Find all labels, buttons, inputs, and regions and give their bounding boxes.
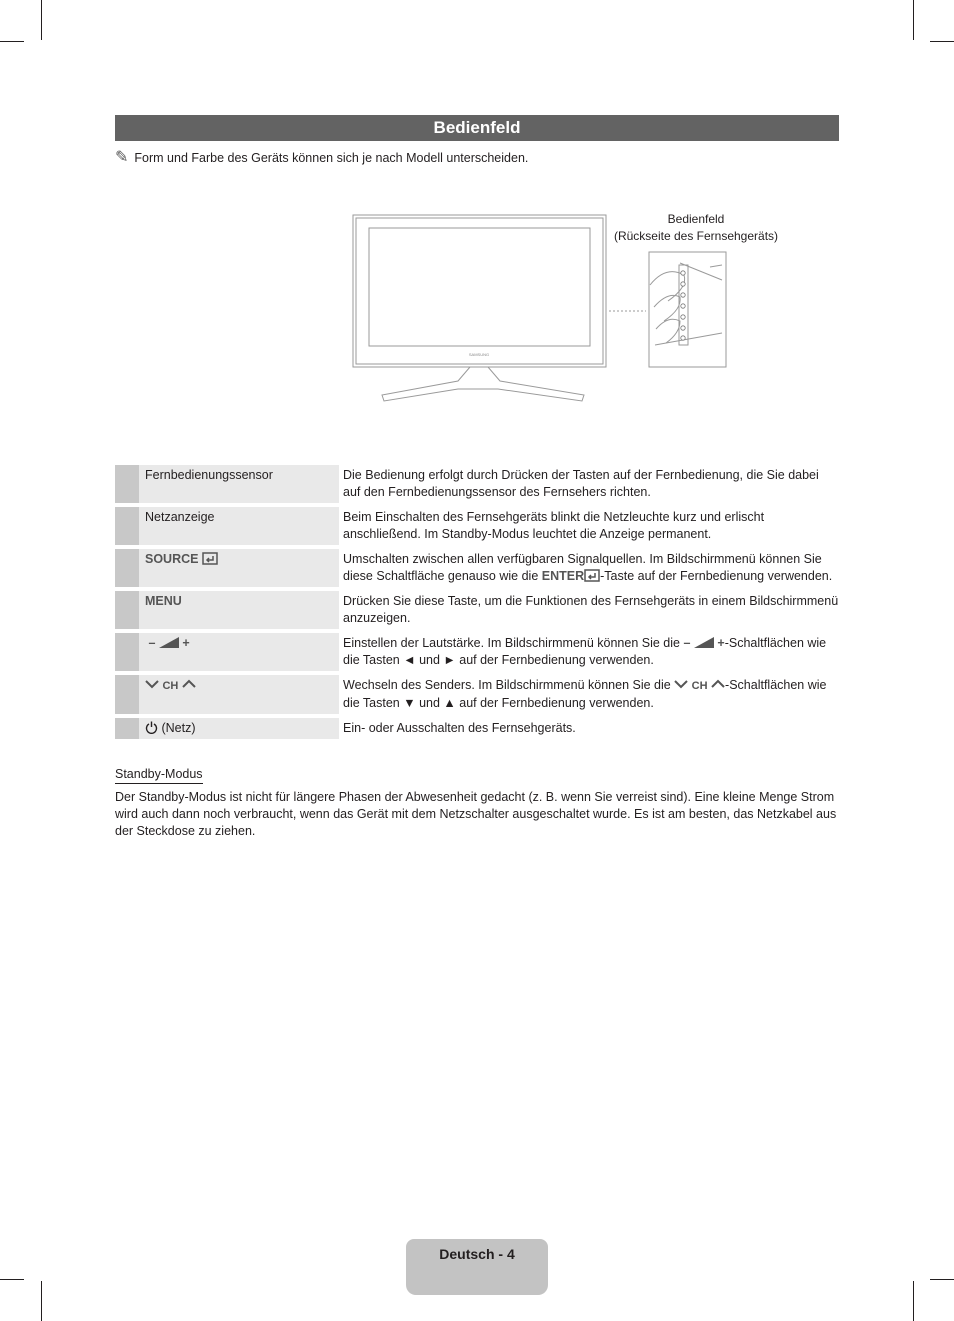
menu-label: MENU bbox=[145, 594, 182, 608]
chevron-down-icon bbox=[674, 679, 688, 689]
row-description bbox=[339, 549, 839, 587]
row-marker bbox=[115, 633, 139, 671]
figure-caption-subtitle: (Rückseite des Fernsehgeräts) bbox=[613, 229, 779, 243]
page-number-tab: Deutsch - 4 bbox=[406, 1239, 548, 1295]
crop-mark bbox=[930, 41, 954, 42]
row-marker bbox=[115, 465, 139, 503]
pencil-icon: ✎ bbox=[115, 149, 129, 166]
crop-mark bbox=[0, 1279, 24, 1280]
row-description: Die Bedienung erfolgt durch Drücken der Tasten auf der Fernbedienung, die Sie dabei auf den Fernbedienungssensor des Fernsehers richten. bbox=[343, 468, 819, 499]
desc-text: Umschalten zwischen allen verfügbaren Signalquellen. Im Bildschirmmenü können Sie diese Schaltfläche genauso wie die bbox=[343, 552, 822, 583]
tv-screen bbox=[369, 228, 590, 346]
standby-heading: Standby-Modus bbox=[115, 767, 203, 784]
power-label: (Netz) bbox=[161, 721, 196, 735]
row-description bbox=[339, 675, 839, 714]
row-label bbox=[139, 549, 339, 587]
figure-caption-title: Bedienfeld bbox=[667, 212, 725, 226]
row-description: Ein- oder Ausschalten des Fernsehgeräts. bbox=[343, 721, 576, 735]
row-marker bbox=[115, 549, 139, 587]
desc-text: Einstellen der Lautstärke. Im Bildschirmmenü können Sie die bbox=[343, 636, 684, 650]
enter-label: ENTER bbox=[541, 569, 585, 583]
desc-text: -Schaltflächen wie die Tasten ◄ und ► auf der Fernbedienung verwenden. bbox=[343, 636, 827, 667]
brand-mark: SAMSUNG bbox=[468, 352, 490, 357]
volume-minus-label: – bbox=[148, 636, 156, 650]
row-label: Fernbedienungssensor bbox=[139, 465, 339, 503]
figure-caption bbox=[610, 211, 782, 245]
volume-plus-label: + bbox=[182, 636, 190, 650]
chevron-up-icon bbox=[182, 679, 196, 689]
volume-icon bbox=[159, 637, 179, 648]
volume-plus-label: + bbox=[717, 636, 725, 650]
enter-icon bbox=[202, 552, 218, 565]
row-marker bbox=[115, 718, 139, 739]
row-marker bbox=[115, 507, 139, 545]
desc-text: -Schaltflächen wie die Tasten ▼ und ▲ auf der Fernbedienung verwenden. bbox=[343, 678, 827, 710]
table-row bbox=[115, 465, 839, 503]
crop-mark bbox=[913, 0, 914, 40]
controls-table bbox=[115, 461, 839, 743]
model-note bbox=[115, 150, 528, 166]
row-label: Netzanzeige bbox=[139, 507, 339, 545]
page-title: Bedienfeld bbox=[115, 115, 839, 141]
volume-icon bbox=[694, 637, 714, 648]
row-label bbox=[139, 718, 339, 739]
crop-mark bbox=[41, 1281, 42, 1321]
channel-label: CH bbox=[691, 680, 708, 692]
volume-minus-label: – bbox=[683, 636, 691, 650]
row-label bbox=[139, 591, 339, 629]
tv-stand bbox=[382, 367, 584, 401]
crop-mark bbox=[913, 1281, 914, 1321]
row-description: Drücken Sie diese Taste, um die Funktionen des Fernsehgeräts in einem Bildschirmmenü anzuzeigen. bbox=[343, 594, 839, 625]
crop-mark bbox=[41, 0, 42, 40]
table-row bbox=[115, 549, 839, 587]
chevron-up-icon bbox=[711, 679, 725, 689]
row-marker bbox=[115, 591, 139, 629]
standby-body: Der Standby-Modus ist nicht für längere Phasen der Abwesenheit gedacht (z. B. wenn Sie verreist sind). Eine kleine Menge Strom wird auch dann noch verbraucht, wenn das Gerät mit dem Netzschalter ausgeschaltet wurde. Es ist am besten, das Netzkabel aus der Steckdose zu ziehen. bbox=[115, 790, 837, 838]
chevron-down-icon bbox=[145, 679, 159, 689]
table-row bbox=[115, 633, 839, 671]
row-label bbox=[139, 675, 339, 714]
desc-text: -Taste auf der Fernbedienung verwenden. bbox=[600, 569, 833, 583]
row-description bbox=[339, 633, 839, 671]
row-label bbox=[139, 633, 339, 671]
crop-mark bbox=[0, 41, 24, 42]
table-row bbox=[115, 718, 839, 739]
table-row bbox=[115, 591, 839, 629]
power-icon bbox=[145, 721, 158, 734]
source-label: SOURCE bbox=[145, 552, 199, 566]
model-note-text: Form und Farbe des Geräts können sich je nach Modell unterscheiden. bbox=[134, 151, 529, 165]
channel-label: CH bbox=[162, 680, 179, 692]
table-row bbox=[115, 507, 839, 545]
table-row bbox=[115, 675, 839, 714]
row-marker bbox=[115, 675, 139, 714]
crop-mark bbox=[930, 1279, 954, 1280]
desc-text: Wechseln des Senders. Im Bildschirmmenü können Sie die bbox=[343, 678, 675, 692]
enter-icon bbox=[584, 569, 600, 582]
tv-bezel bbox=[353, 215, 606, 367]
row-description: Beim Einschalten des Fernsehgeräts blinkt die Netzleuchte kurz und erlischt anschließend. Im Standby-Modus leuchtet die Anzeige permanent. bbox=[343, 510, 765, 541]
